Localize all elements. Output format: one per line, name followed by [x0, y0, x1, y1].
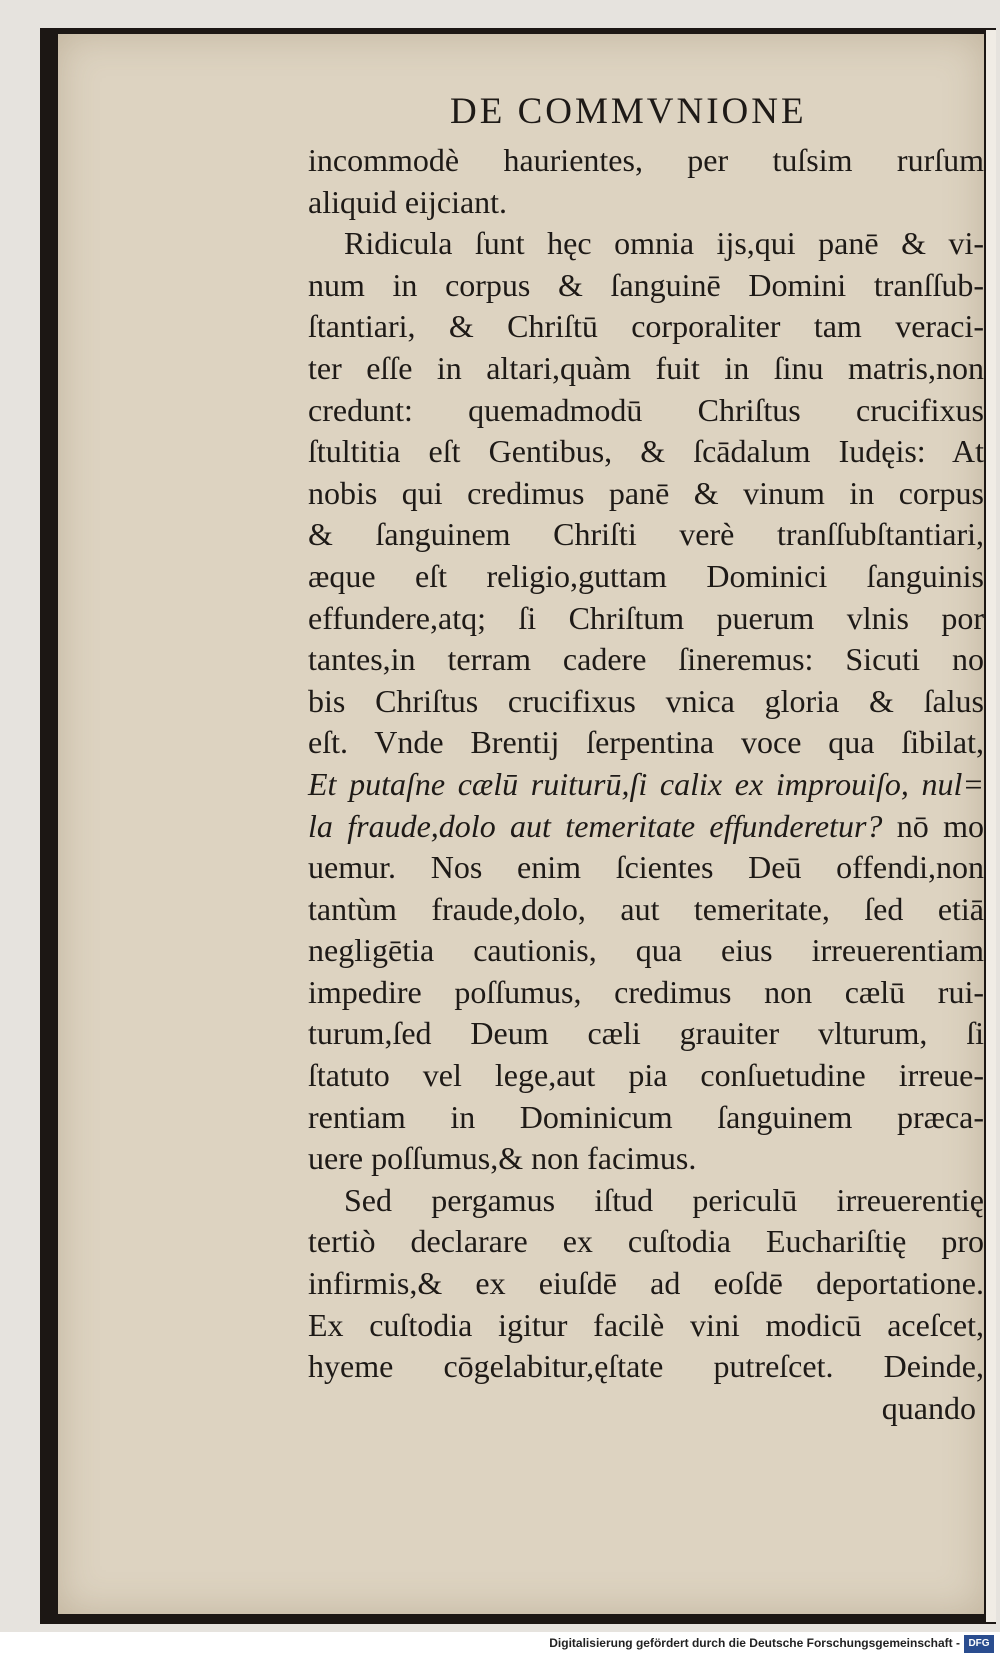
text-line: num in corpus & ſanguinē Domini tranſſub-	[308, 266, 984, 303]
text-line: & ſanguinem Chriſti verè tranſſubſtantiari,	[308, 516, 984, 553]
text-line: incommodè haurientes, per tuſsim rurſum	[308, 142, 984, 178]
text-line: uemur. Nos enim ſcientes Deū offendi,non	[308, 849, 984, 886]
italic-quote: Et putaſne cælū ruiturū,ſi calix ex improuiſo, nul=	[308, 765, 984, 802]
text-line: quando	[881, 1389, 976, 1426]
running-head: DE COMMVNIONE	[450, 91, 807, 132]
text-line: ſtatuto vel lege,aut pia conſuetudine irreue-	[308, 1057, 984, 1094]
text-line: effundere,atq; ſi Chriſtum puerum vlnis por	[308, 599, 984, 636]
text-line: ter eſſe in altari,quàm fuit in ſinu matris,non	[308, 349, 984, 386]
text-line: tertiò declarare ex cuſtodia Euchariſtię pro	[308, 1223, 984, 1260]
text-line: Ex cuſtodia igitur facilè vini modicū aceſcet,	[308, 1306, 984, 1343]
dfg-logo-icon[interactable]: DFG	[964, 1635, 994, 1653]
text-line: negligētia cautionis, qua eius irreuerentiam	[308, 932, 984, 969]
body-text	[308, 140, 984, 1429]
text-line: eſt. Vnde Brentij ſerpentina voce qua ſibilat,	[308, 724, 984, 761]
text-line: nobis qui credimus panē & vinum in corpus	[308, 474, 984, 511]
text-line	[308, 806, 984, 848]
text-line: ſtultitia eſt Gentibus, & ſcādalum Iudęis: At	[308, 433, 984, 470]
text-line: impedire poſſumus, credimus non cælū rui-	[308, 973, 984, 1010]
text-line: infirmis,& ex eiuſdē ad eoſdē deportatione.	[308, 1265, 984, 1302]
text-line	[308, 764, 984, 806]
text-line: uere poſſumus,& non facimus.	[308, 1140, 697, 1177]
page-edge	[986, 30, 996, 1622]
text-line: æque eſt religio,guttam Dominici ſanguinis	[308, 557, 984, 594]
text-line: turum,ſed Deum cæli grauiter vlturum, ſi	[308, 1015, 984, 1052]
roman-text: nō mo	[882, 807, 984, 844]
text-line: bis Chriſtus crucifixus vnica gloria & ſalus	[308, 682, 984, 719]
text-line: credunt: quemadmodū Chriſtus crucifixus	[308, 391, 984, 428]
text-line: aliquid eijciant.	[308, 183, 508, 220]
footer-credit: Digitalisierung gefördert durch die Deutsche Forschungsgemeinschaft -	[549, 1636, 960, 1650]
text-line: rentiam in Dominicum ſanguinem præca-	[308, 1098, 984, 1135]
text-line: Ridicula ſunt hęc omnia ijs,qui panē & vi-	[344, 225, 984, 262]
text-line: Sed pergamus iſtud periculū irreuerentię	[344, 1181, 984, 1218]
text-line: ſtantiari, & Chriſtū corporaliter tam veraci-	[308, 308, 984, 345]
italic-quote: la fraude,dolo aut temeritate effunderetur?	[308, 807, 883, 844]
footer-bar	[0, 1632, 1000, 1658]
text-line: hyeme cōgelabitur,ęſtate putreſcet. Deinde,	[308, 1348, 984, 1385]
text-line: tantes,in terram cadere ſineremus: Sicuti no	[308, 641, 984, 678]
text-line: tantùm fraude,dolo, aut temeritate, ſed etiā	[308, 890, 984, 927]
